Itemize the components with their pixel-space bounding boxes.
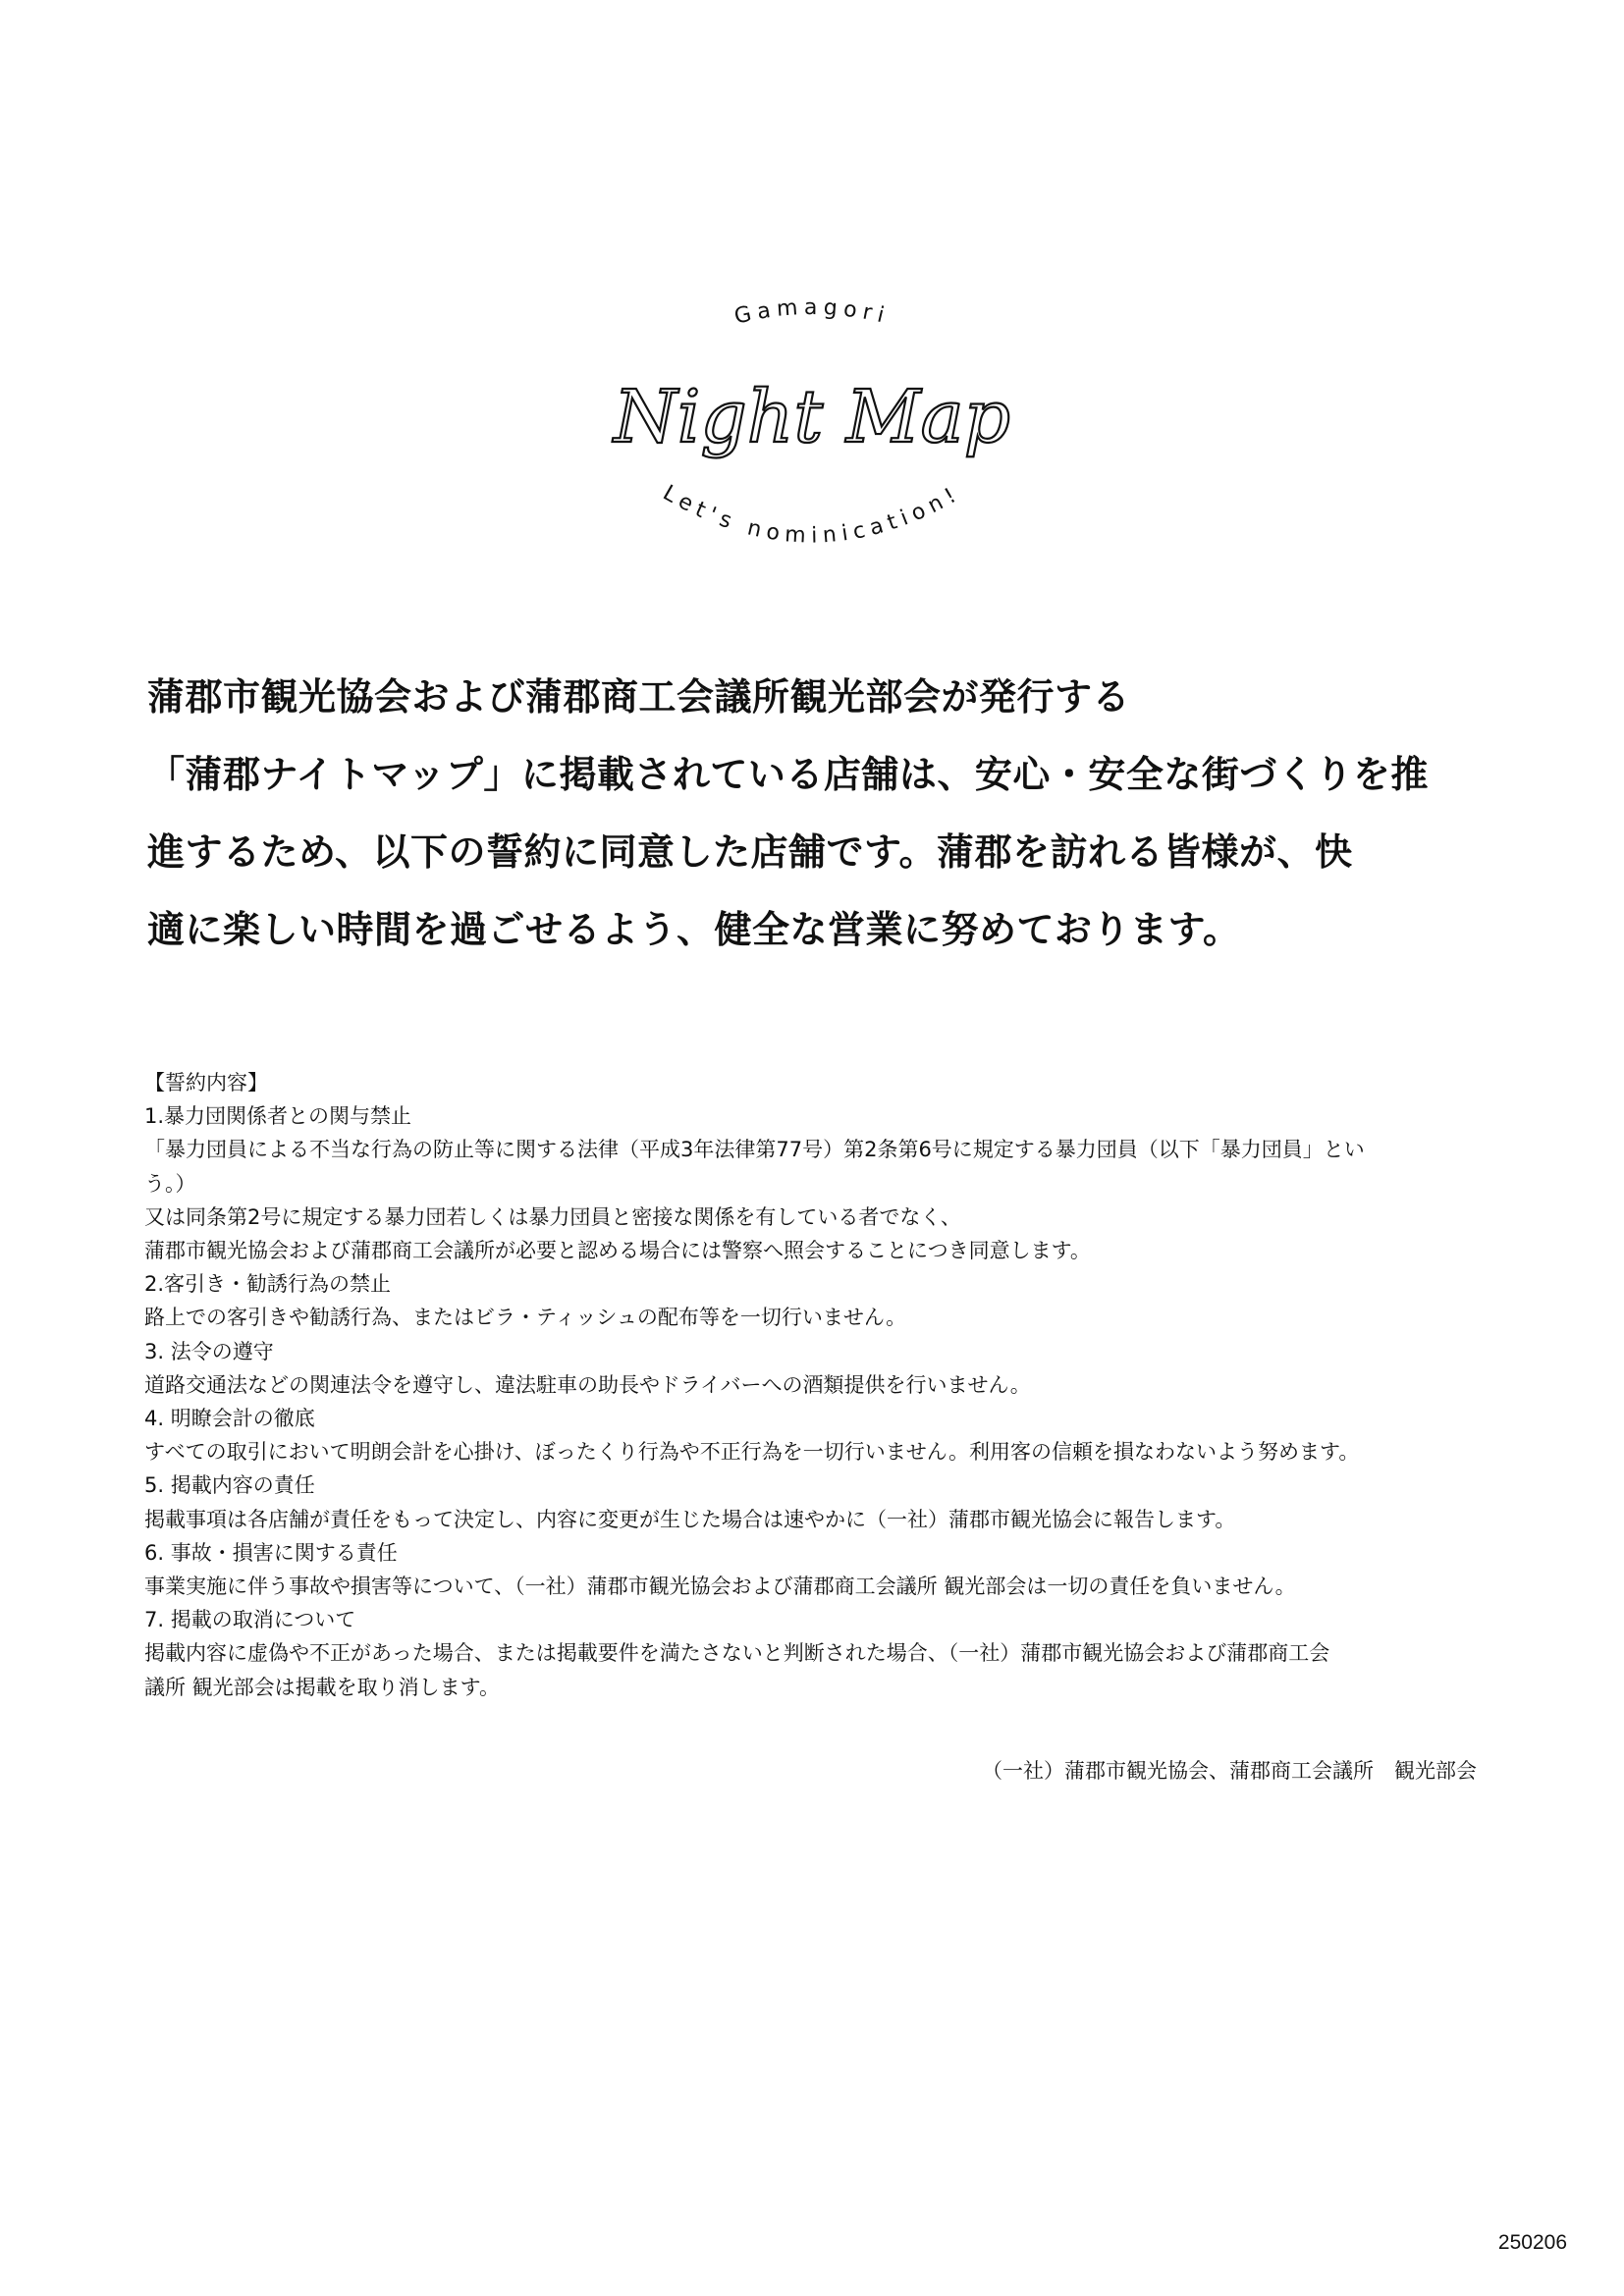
pledge-item-text: 掲載事項は各店舗が責任をもって決定し、内容に変更が生じた場合は速やかに（一社）蒲郡市観光協会に報告します。 [144, 1507, 1236, 1531]
pledge-item-text: う。） [144, 1171, 196, 1196]
pledge-item-text: 掲載内容に虚偽や不正があった場合、または掲載要件を満たさないと判断された場合、（一社）蒲郡市観光協会および蒲郡商工会 [144, 1641, 1330, 1666]
intro-line: 適に楽しい時間を過ごせるよう、健全な営業に努めております。 [147, 907, 1241, 951]
intro-statement [147, 658, 1492, 968]
pledge-item-title: 5. 掲載内容の責任 [144, 1473, 315, 1498]
pledge-item-text: 道路交通法などの関連法令を遵守し、違法駐車の助長やドライバーへの酒類提供を行いません。 [144, 1372, 1031, 1397]
pledge-item-text: 又は同条第2号に規定する暴力団若しくは暴力団員と密接な関係を有している者でなく、 [144, 1204, 961, 1229]
pledge-item-text: 事業実施に伴う事故や損害等について、（一社）蒲郡市観光協会および蒲郡商工会議所 観光部会は一切の責任を負いません。 [144, 1575, 1296, 1599]
pledge-item-text: 「暴力団員による不当な行為の防止等に関する法律（平成3年法律第77号）第2条第6号に規定する暴力団員（以下「暴力団員」とい [144, 1138, 1365, 1162]
pledge-item-title: 2.客引き・勧誘行為の禁止 [144, 1272, 392, 1297]
intro-line: 進するため、以下の誓約に同意した店舗です。蒲郡を訪れる皆様が、快 [147, 829, 1353, 874]
pledge-item-text: 路上での客引きや勧誘行為、またはビラ・ティッシュの配布等を一切行いません。 [144, 1306, 907, 1330]
pledge-contents [144, 1066, 1494, 1704]
logo-top-text: Gamagori [731, 294, 893, 330]
pledge-item-title: 6. 事故・損害に関する責任 [144, 1540, 398, 1565]
pledge-item-text: 議所 観光部会は掲載を取り消します。 [144, 1675, 500, 1699]
pledge-item-title: 4. 明瞭会計の徹底 [144, 1407, 315, 1431]
intro-line: 蒲郡市観光協会および蒲郡商工会議所観光部会が発行する [147, 674, 1131, 719]
pledge-item-text: 蒲郡市観光協会および蒲郡商工会議所が必要と認める場合には警察へ照会することにつき同意します。 [144, 1239, 1091, 1263]
pledge-heading: 【誓約内容】 [144, 1071, 268, 1095]
night-map-logo [567, 294, 1057, 589]
document-code: 250206 [1497, 2231, 1567, 2254]
logo-main-text: Night Map [614, 375, 1010, 459]
intro-line: 「蒲郡ナイトマップ」に掲載されている店舗は、安心・安全な街づくりを推 [147, 752, 1429, 796]
logo-graphic [567, 294, 1057, 589]
pledge-item-title: 7. 掲載の取消について [144, 1608, 356, 1632]
logo-bottom-text: Let's nominication! [658, 480, 966, 549]
issuer-signature: （一社）蒲郡市観光協会、蒲郡商工会議所 観光部会 [982, 1759, 1477, 1783]
pledge-item-title: 3. 法令の遵守 [144, 1339, 274, 1363]
pledge-item-title: 1.暴力団関係者との関与禁止 [144, 1104, 412, 1129]
pledge-item-text: すべての取引において明朗会計を心掛け、ぼったくり行為や不正行為を一切行いません。利用客の信頼を損なわないよう努めます。 [144, 1440, 1360, 1465]
